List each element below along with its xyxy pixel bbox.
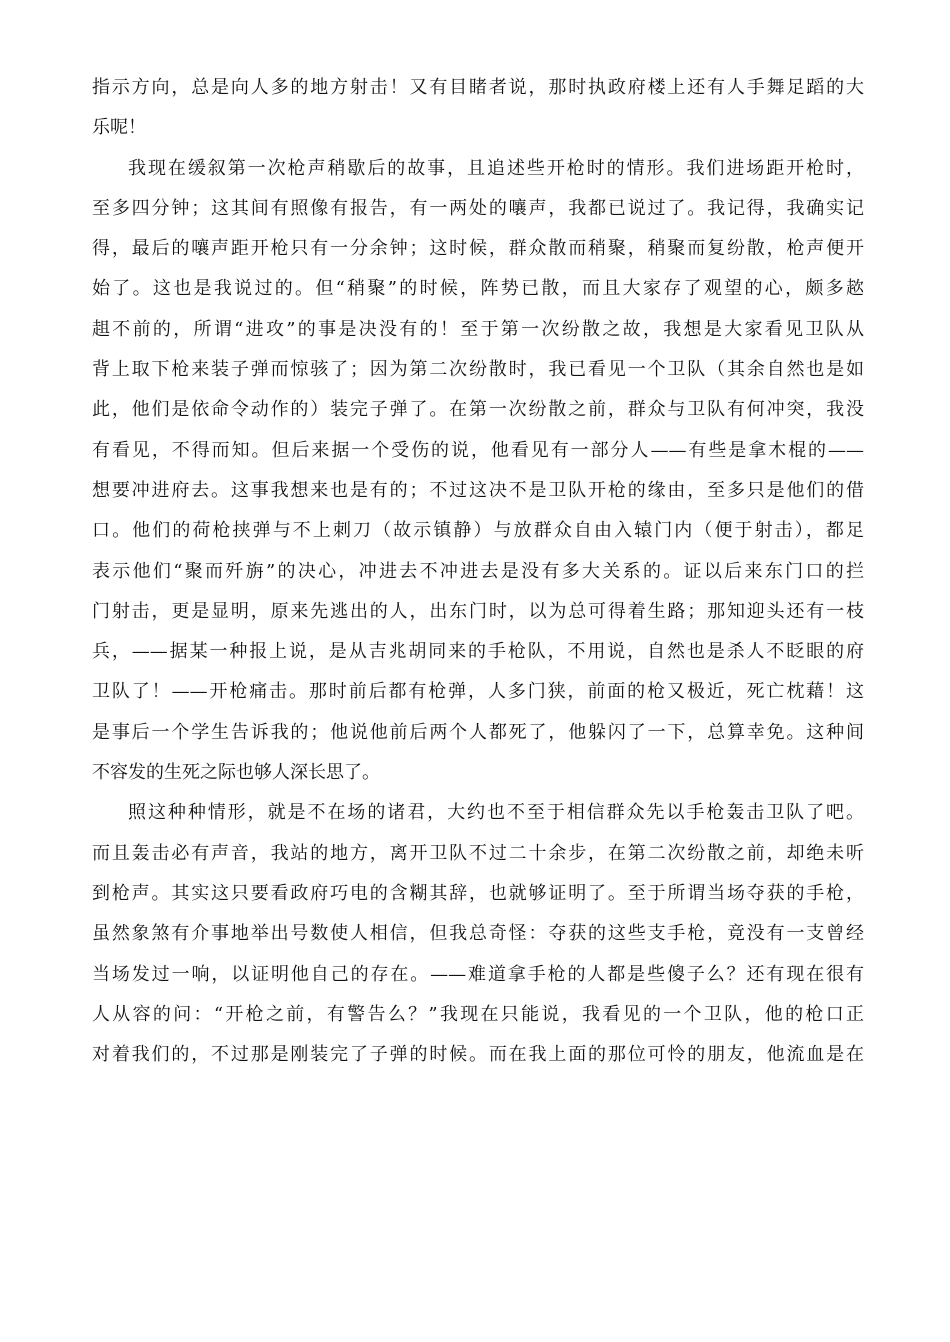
text-line: 人从容的问：“开枪之前，有警告么？”我现在只能说，我看见的一个卫队，他的枪口正 bbox=[92, 1003, 864, 1025]
text-line: 而且轰击必有声音，我站的地方，离开卫队不过二十余步，在第二次纷散之前，却绝未听 bbox=[92, 842, 864, 864]
document-text-body bbox=[92, 68, 864, 1075]
text-line: 当场发过一响，以证明他自己的存在。——难道拿手枪的人都是些傻子么？还有现在很有 bbox=[92, 963, 864, 985]
text-line: 是事后一个学生告诉我的；他说他前后两个人都死了，他躲闪了一下，总算幸免。这种间 bbox=[92, 721, 864, 743]
text-line: 卫队了！——开枪痛击。那时前后都有枪弹，人多门狭，前面的枪又极近，死亡枕藉！这 bbox=[92, 681, 864, 703]
text-line: 兵，——据某一种报上说，是从吉兆胡同来的手枪队，不用说，自然也是杀人不眨眼的府 bbox=[92, 641, 864, 663]
text-line: 照这种种情形，就是不在场的诸君，大约也不至于相信群众先以手枪轰击卫队了吧。 bbox=[128, 802, 864, 824]
text-line: 不容发的生死之际也够人深长思了。 bbox=[92, 762, 380, 784]
text-line: 对着我们的，不过那是刚装完了子弹的时候。而在我上面的那位可怜的朋友，他流血是在 bbox=[92, 1044, 864, 1066]
text-line: 表示他们“聚而歼旃”的决心，冲进去不冲进去是没有多大关系的。证以后来东门口的拦 bbox=[92, 560, 864, 582]
text-line: 门射击，更是显明，原来先逃出的人，出东门时，以为总可得着生路；那知迎头还有一枝 bbox=[92, 600, 864, 622]
text-line: 到枪声。其实这只要看政府巧电的含糊其辞，也就够证明了。至于所谓当场夺获的手枪， bbox=[92, 882, 864, 904]
text-line: 有看见，不得而知。但后来据一个受伤的说，他看见有一部分人——有些是拿木棍的—— bbox=[92, 439, 864, 461]
text-line: 我现在缓叙第一次枪声稍歇后的故事，且追述些开枪时的情形。我们进场距开枪时， bbox=[128, 157, 864, 179]
text-line: 背上取下枪来装子弹而惊骇了；因为第二次纷散时，我已看见一个卫队（其余自然也是如 bbox=[92, 359, 864, 381]
text-line: 此，他们是依命令动作的）装完子弹了。在第一次纷散之前，群众与卫队有何冲突，我没 bbox=[92, 399, 864, 421]
text-line: 至多四分钟；这其间有照像有报告，有一两处的嚷声，我都已说过了。我记得，我确实记 bbox=[92, 197, 864, 219]
text-line: 虽然象煞有介事地举出号数使人相信，但我总奇怪：夺获的这些支手枪，竟没有一支曾经 bbox=[92, 923, 864, 945]
text-line: 想要冲进府去。这事我想来也是有的；不过这决不是卫队开枪的缘由，至多只是他们的借 bbox=[92, 479, 864, 501]
text-line: 得，最后的嚷声距开枪只有一分余钟；这时候，群众散而稍聚，稍聚而复纷散，枪声便开 bbox=[92, 238, 864, 260]
text-line: 乐呢！ bbox=[92, 117, 146, 139]
text-line: 始了。这也是我说过的。但“稍聚”的时候，阵势已散，而且大家存了观望的心，颇多趑 bbox=[92, 278, 864, 300]
text-line: 指示方向，总是向人多的地方射击！又有目睹者说，那时执政府楼上还有人手舞足蹈的大 bbox=[92, 77, 864, 98]
text-line: 趄不前的，所谓“进攻”的事是决没有的！至于第一次纷散之故，我想是大家看见卫队从 bbox=[92, 318, 864, 340]
text-line: 口。他们的荷枪挟弹与不上刺刀（故示镇静）与放群众自由入辕门内（便于射击），都足 bbox=[92, 520, 864, 542]
